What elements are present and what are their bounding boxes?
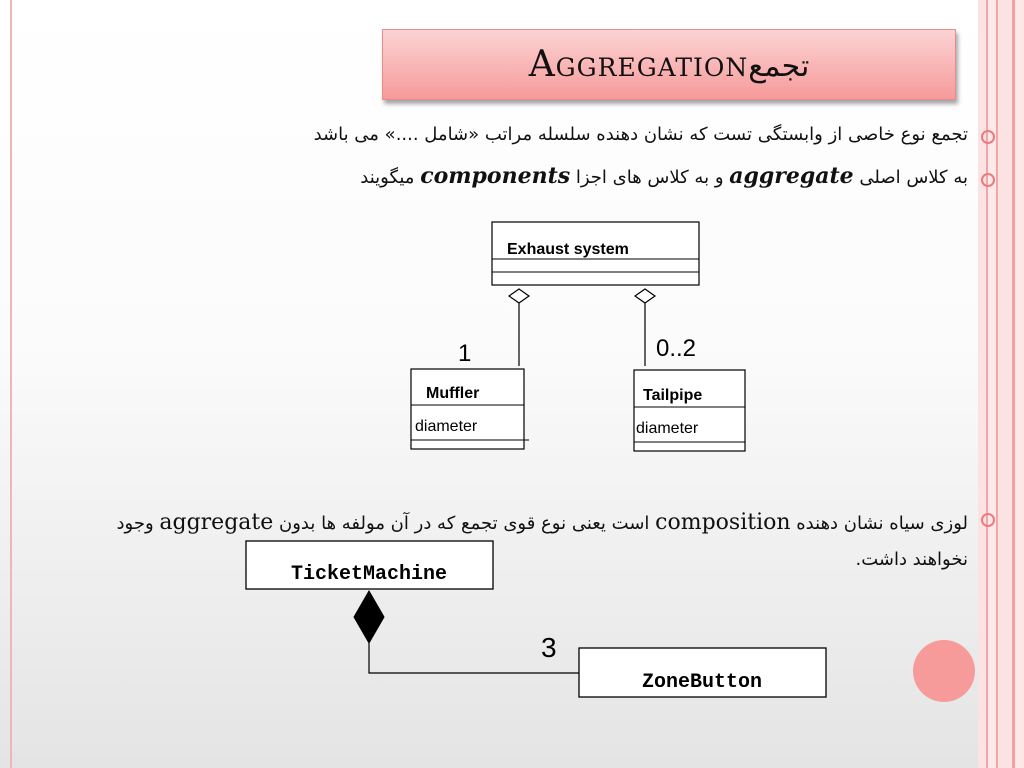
bullet-3-post: وجود نخواهند داشت. [116,513,968,570]
term-composition: composition [655,510,791,535]
class-exhaust-system [492,222,699,285]
multiplicity-muffler: 1 [458,340,472,367]
term-components: components [420,163,571,189]
attribute-tailpipe: diameter [636,420,699,437]
title-main: Aggregation [528,44,749,85]
term-aggregate-2: aggregate [159,510,274,535]
decorative-circle [913,640,975,702]
class-name-ticketmachine: TicketMachine [290,563,448,586]
class-muffler [411,369,529,449]
class-name-tailpipe: Tailpipe [643,387,703,404]
attribute-muffler: diameter [415,418,478,435]
bullet-2-post: میگویند [360,167,421,188]
bullet-3-pre: لوزی سیاه نشان دهنده [790,513,968,534]
bullet-2-pre: به کلاس اصلی [853,167,968,188]
hollow-diamond-icon [509,289,529,303]
hollow-diamond-icon [635,289,655,303]
bullet-text-1: تجمع نوع خاصی از وابستگی تست که نشان دهنده سلسله مراتب «شامل ....» می باشد [313,124,968,145]
aggregation-connector-muffler [509,289,529,366]
class-name-zonebutton: ZoneButton [641,671,763,694]
multiplicity-zonebutton: 3 [541,632,557,663]
multiplicity-tailpipe: 0..2 [656,335,697,362]
class-zonebutton [579,648,826,697]
term-aggregate: aggregate [729,163,854,189]
bullet-3-mid: است یعنی نوع قوی تجمع که در آن مولفه ها بدون [273,513,656,534]
bullet-2-mid: و به کلاس های اجزا [570,167,730,188]
filled-diamond-icon [354,591,384,643]
class-tailpipe [634,370,745,451]
aggregation-connector-tailpipe [635,289,655,366]
class-name-muffler: Muffler [426,385,480,402]
class-ticketmachine [246,541,493,589]
class-name-exhaust: Exhaust system [507,241,629,258]
title-persian: تجمع [748,49,810,84]
